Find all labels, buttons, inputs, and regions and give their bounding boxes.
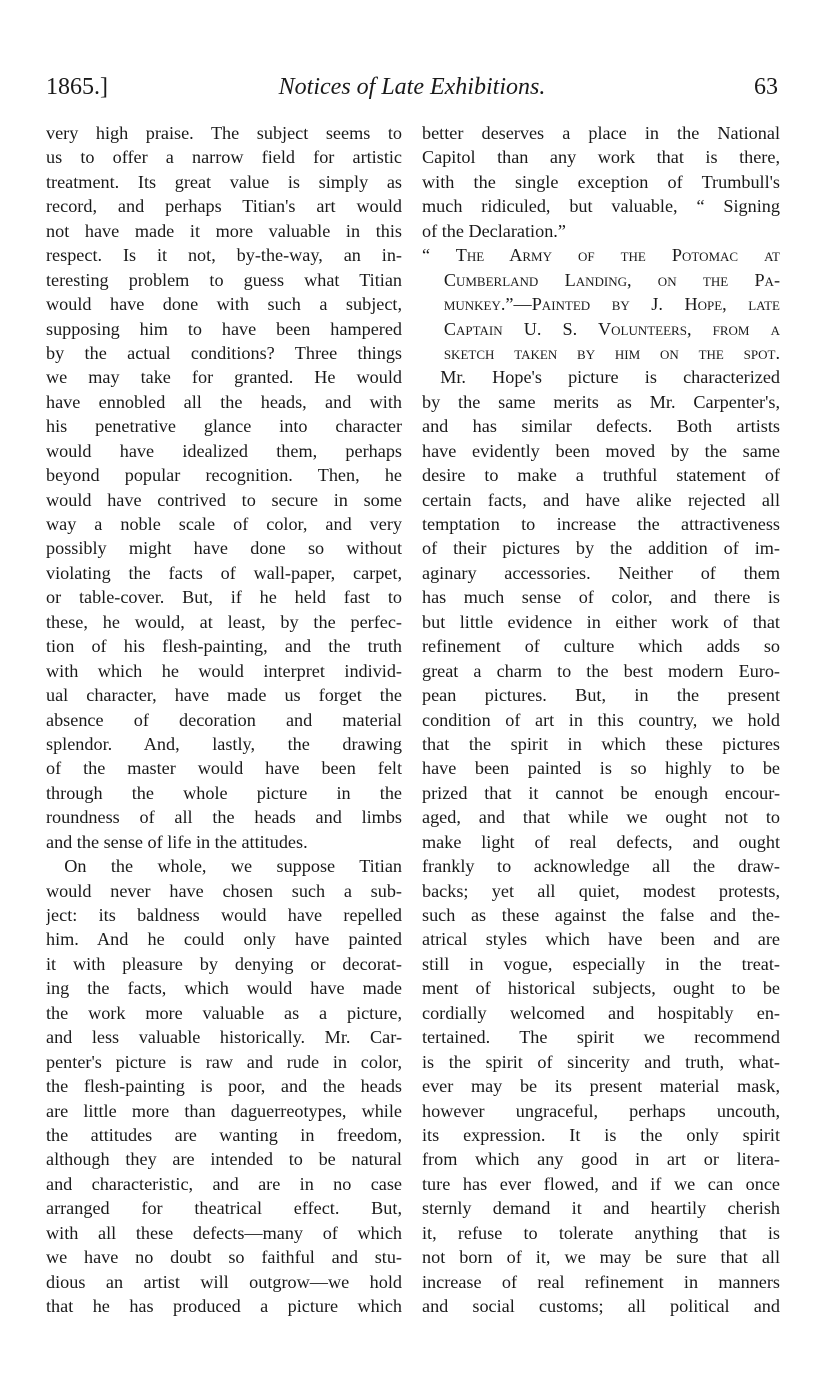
paragraph-line: possibly might have done so without <box>46 538 402 559</box>
paragraph-line: from which any good in art or litera- <box>422 1149 780 1170</box>
paragraph-line: great a charm to the best modern Euro- <box>422 660 780 681</box>
paragraph-line: better deserves a place in the National <box>422 123 780 143</box>
paragraph-line: we may take for granted. He would <box>46 367 402 388</box>
paragraph-line: condition of art in this country, we hold <box>422 709 780 730</box>
exhibit-title-line: Captain U. S. Volunteers, from a <box>443 318 780 339</box>
paragraph-line: of the master would have been felt <box>46 758 402 779</box>
paragraph <box>422 121 780 243</box>
paragraph-line: ment of historical subjects, ought to be <box>422 978 780 999</box>
paragraph-line: respect. Is it not, by-the-way, an in- <box>46 245 402 266</box>
paragraph-line: ing the facts, which would have made <box>46 978 402 999</box>
paragraph-line: refinement of culture which adds so <box>422 636 780 657</box>
left-column <box>46 121 402 1318</box>
paragraph-line: the work more valuable as a picture, <box>46 1002 402 1023</box>
paragraph-line: through the whole picture in the <box>46 782 402 803</box>
paragraph-line: would have idealized them, perhaps <box>46 440 402 461</box>
exhibit-title-line: “ The Army of the Potomac at <box>422 245 780 266</box>
paragraph-line: teresting problem to guess what Titian <box>46 269 402 290</box>
paragraph-line: its expression. It is the only spirit <box>422 1124 780 1145</box>
paragraph-line: we have no doubt so faithful and stu- <box>46 1247 402 1268</box>
paragraph-line: frankly to acknowledge all the draw- <box>422 856 780 877</box>
paragraph-line: dious an artist will outgrow—we hold <box>46 1271 402 1292</box>
paragraph-line: have been painted is so highly to be <box>422 758 780 779</box>
paragraph-line: much ridiculed, but valuable, “ Signing <box>422 196 780 217</box>
paragraph-line: On the whole, we suppose Titian <box>64 856 402 877</box>
paragraph-line: it, refuse to tolerate anything that is <box>422 1222 780 1243</box>
paragraph-line: way a noble scale of color, and very <box>46 514 402 534</box>
paragraph-line: these, he would, at least, by the perfec- <box>46 611 402 632</box>
paragraph-line: Capitol than any work that is there, <box>422 147 780 168</box>
paragraph-line: not have made it more valuable in this <box>46 220 402 241</box>
paragraph-line: would never have chosen such a sub- <box>46 880 402 901</box>
paragraph-line: and characteristic, and are in no case <box>46 1173 402 1194</box>
paragraph-line: atrical styles which have been and are <box>422 929 780 950</box>
paragraph-line: desire to make a truthful statement of <box>422 465 780 486</box>
paragraph-line: with which he would interpret individ- <box>46 660 402 681</box>
paragraph-line: temptation to increase the attractiveness <box>422 514 780 534</box>
paragraph-line: with the single exception of Trumbull's <box>422 171 780 192</box>
paragraph-line: however ungraceful, perhaps uncouth, <box>422 1100 780 1121</box>
paragraph <box>46 854 402 1318</box>
paragraph-line: ual character, have made us forget the <box>46 685 402 706</box>
paragraph-line: his penetrative glance into character <box>46 416 402 437</box>
exhibit-title <box>422 243 780 365</box>
paragraph-line: are little more than daguerreotypes, while <box>46 1100 402 1121</box>
page-number: 63 <box>754 74 778 100</box>
paragraph-line: treatment. Its great value is simply as <box>46 171 402 192</box>
paragraph-line: of their pictures by the addition of im- <box>422 538 780 559</box>
paragraph-line: by the same merits as Mr. Carpenter's, <box>422 391 780 412</box>
paragraph-line: cordially welcomed and hospitably en- <box>422 1002 780 1023</box>
paragraph-line: roundness of all the heads and limbs <box>46 807 402 828</box>
paragraph-line: is the spirit of sincerity and truth, what- <box>422 1051 780 1072</box>
paragraph-line: ever may be its present material mask, <box>422 1076 780 1097</box>
paragraph-line: by the actual conditions? Three things <box>46 342 402 363</box>
paragraph-line: ture has ever flowed, and if we can once <box>422 1173 780 1194</box>
paragraph-line: but little evidence in either work of that <box>422 611 780 632</box>
paragraph-line: that the spirit in which these pictures <box>422 733 780 754</box>
paragraph-line: and social customs; all political and <box>422 1296 780 1316</box>
paragraph-line: aginary accessories. Neither of them <box>422 562 780 583</box>
paragraph-line: such as these against the false and the- <box>422 905 780 925</box>
paragraph-line: tion of his flesh-painting, and the truth <box>46 636 402 657</box>
paragraph-line: or table-cover. But, if he held fast to <box>46 587 402 608</box>
paragraph-line: make light of real defects, and ought <box>422 831 780 852</box>
paragraph-line: although they are intended to be natural <box>46 1149 402 1170</box>
paragraph-line: would have done with such a subject, <box>46 294 402 315</box>
paragraph-line: ject: its baldness would have repelled <box>46 905 402 925</box>
paragraph-line: that he has produced a picture which <box>46 1296 402 1316</box>
paragraph-line: would have contrived to secure in some <box>46 489 402 510</box>
paragraph-line: it with pleasure by denying or decorat- <box>46 953 402 974</box>
paragraph-line: certain facts, and have alike rejected all <box>422 489 780 510</box>
paragraph-line: backs; yet all quiet, modest protests, <box>422 880 780 901</box>
paragraph-line: very high praise. The subject seems to <box>46 123 402 143</box>
paragraph-line: supposing him to have been hampered <box>46 318 402 339</box>
paragraph-line: record, and perhaps Titian's art would <box>46 196 402 217</box>
header-year: 1865.] <box>46 74 108 100</box>
paragraph-line: pean pictures. But, in the present <box>422 685 780 706</box>
paragraph-line: him. And he could only have painted <box>46 929 402 950</box>
paragraph-line: and has similar defects. Both artists <box>422 416 780 437</box>
paragraph <box>422 365 780 1318</box>
paragraph-line: have evidently been moved by the same <box>422 440 780 461</box>
paragraph-line: arranged for theatrical effect. But, <box>46 1198 402 1219</box>
running-title: Notices of Late Exhibitions. <box>278 74 546 100</box>
paragraph-line: sternly demand it and heartily cherish <box>422 1198 780 1219</box>
right-column <box>422 121 780 1318</box>
paragraph-line: penter's picture is raw and rude in color, <box>46 1051 402 1072</box>
paragraph-line: the attitudes are wanting in freedom, <box>46 1124 402 1145</box>
paragraph-line: us to offer a narrow field for artistic <box>46 147 402 168</box>
paragraph-line: still in vogue, especially in the treat- <box>422 953 780 974</box>
exhibit-title-line: munkey.”—Painted by J. Hope, late <box>443 294 780 315</box>
exhibit-title-line: sketch taken by him on the spot. <box>443 342 780 363</box>
page-header <box>46 74 778 108</box>
paragraph-line: tertained. The spirit we recommend <box>422 1027 780 1048</box>
paragraph-line: absence of decoration and material <box>46 709 402 730</box>
paragraph-line: Mr. Hope's picture is characterized <box>440 367 780 388</box>
paragraph-line: beyond popular recognition. Then, he <box>46 465 402 486</box>
paragraph-line: and less valuable historically. Mr. Car- <box>46 1027 402 1048</box>
exhibit-title-line: Cumberland Landing, on the Pa- <box>443 269 780 290</box>
paragraph-line: with all these defects—many of which <box>46 1222 402 1243</box>
paragraph-line: and the sense of life in the attitudes. <box>46 831 308 852</box>
paragraph-line: of the Declaration.” <box>422 220 566 241</box>
paragraph-line: increase of real refinement in manners <box>422 1271 780 1292</box>
paragraph-line: has much sense of color, and there is <box>422 587 780 608</box>
paragraph-line: the flesh-painting is poor, and the heads <box>46 1076 402 1097</box>
paragraph-line: not born of it, we may be sure that all <box>422 1247 780 1268</box>
paragraph-line: have ennobled all the heads, and with <box>46 391 402 412</box>
paragraph-line: aged, and that while we ought not to <box>422 807 780 828</box>
paragraph-line: prized that it cannot be enough encour- <box>422 782 780 803</box>
paragraph <box>46 121 402 854</box>
paragraph-line: splendor. And, lastly, the drawing <box>46 733 402 754</box>
paragraph-line: violating the facts of wall-paper, carpet, <box>46 562 402 583</box>
